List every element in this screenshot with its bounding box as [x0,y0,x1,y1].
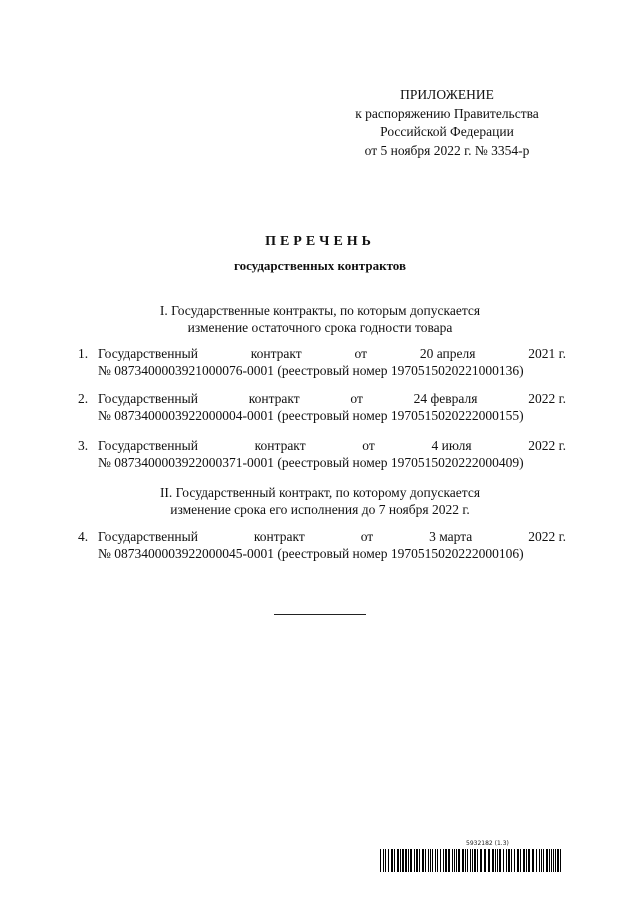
item-contract-number: № 0873400003922000371-0001 (реестровый номер 1970515020222000409) [98,455,524,470]
item-word: контракт [250,346,302,361]
item-word: Государственный [98,391,198,406]
section-heading-line: II. Государственный контракт, по которому допускается [159,485,481,500]
item-word: контракт [248,391,300,406]
item-contract-number: № 0873400003921000076-0001 (реестровый номер 1970515020221000136) [98,363,524,378]
item-word: Государственный [98,529,198,544]
item-word: от [350,391,363,406]
section-heading-1 [100,302,540,336]
item-date: 24 февраля [413,391,478,406]
appendix-date: от 5 ноября 2022 г. № 3354-р [364,142,530,158]
item-word: контракт [254,438,306,453]
item-date: 3 марта [429,529,473,544]
item-year: 2022 г. [528,438,566,453]
appendix-line: Российской Федерации [380,124,514,139]
item-number: 2. [78,391,89,406]
barcode-image [380,849,563,872]
barcode-label: 5932182 (1.3) [466,840,509,847]
section-heading-line: изменение срока его исполнения до 7 ноября 2022 г. [170,502,470,517]
appendix-title: ПРИЛОЖЕНИЕ [400,87,494,102]
item-word: от [354,346,367,361]
document-subtitle: государственных контрактов [234,258,406,273]
appendix-line: к распоряжению Правительства [355,105,539,121]
item-year: 2022 г. [528,391,566,406]
item-word: Государственный [98,438,198,453]
item-date: 20 апреля [419,346,476,361]
item-word: контракт [253,529,305,544]
item-year: 2022 г. [528,529,566,544]
appendix-block [330,86,564,160]
item-number: 3. [78,438,89,453]
separator-line [274,614,366,615]
section-heading-line: изменение остаточного срока годности товара [187,320,453,335]
item-word: от [360,529,374,544]
item-word: от [362,438,375,453]
item-word: Государственный [98,346,198,361]
item-number: 4. [78,529,89,544]
item-date: 4 июля [431,438,472,453]
item-contract-number: № 0873400003922000004-0001 (реестровый номер 1970515020222000155) [98,408,524,423]
section-heading-2 [100,484,540,518]
item-contract-number: № 0873400003922000045-0001 (реестровый номер 1970515020222000106) [98,546,524,561]
item-number: 1. [78,346,89,361]
document-title: ПЕРЕЧЕНЬ [265,234,375,249]
section-heading-line: I. Государственные контракты, по которым допускается [159,303,481,318]
item-year: 2021 г. [528,346,566,361]
